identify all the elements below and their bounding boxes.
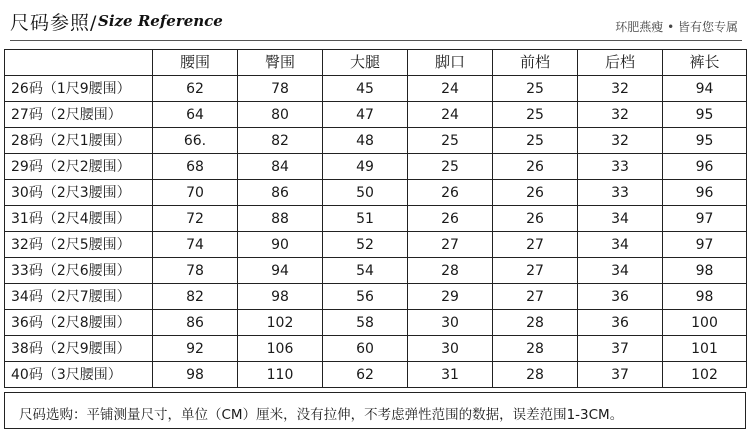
measurement-cell: 52	[323, 232, 408, 258]
measurement-cell: 106	[238, 336, 323, 362]
size-label-cell: 40码（3尺腰围）	[5, 362, 153, 388]
measurement-cell: 102	[238, 310, 323, 336]
measurement-cell: 33	[578, 154, 663, 180]
measurement-cell: 36	[578, 310, 663, 336]
measurement-cell: 84	[238, 154, 323, 180]
measurement-cell: 98	[663, 284, 747, 310]
measurement-cell: 74	[153, 232, 238, 258]
brand-slogan: 环肥燕瘦 • 皆有您专属	[615, 20, 738, 34]
measurement-cell: 90	[238, 232, 323, 258]
size-label-cell: 34码（2尺7腰围）	[5, 284, 153, 310]
measurement-cell: 98	[153, 362, 238, 388]
measurement-cell: 26	[408, 180, 493, 206]
measurement-cell: 66.	[153, 128, 238, 154]
title-chinese: 尺码参照/	[10, 12, 98, 34]
measurement-cell: 88	[238, 206, 323, 232]
measurement-cell: 64	[153, 102, 238, 128]
measurement-cell: 24	[408, 102, 493, 128]
measurement-cell: 47	[323, 102, 408, 128]
table-row	[5, 128, 747, 154]
measurement-cell: 25	[408, 128, 493, 154]
table-row	[5, 102, 747, 128]
size-label-cell: 32码（2尺5腰围）	[5, 232, 153, 258]
size-label-cell: 28码（2尺1腰围）	[5, 128, 153, 154]
measurement-cell: 30	[408, 336, 493, 362]
measurement-cell: 94	[663, 76, 747, 102]
measurement-cell: 94	[238, 258, 323, 284]
column-header: 大腿	[323, 50, 408, 76]
measurement-cell: 82	[153, 284, 238, 310]
footer-note: 尺码选购：平铺测量尺寸，单位（CM）厘米，没有拉伸，不考虑弹性范围的数据，误差范围1-3CM。	[19, 407, 624, 423]
size-label-cell: 31码（2尺4腰围）	[5, 206, 153, 232]
measurement-cell: 37	[578, 336, 663, 362]
measurement-cell: 62	[153, 76, 238, 102]
column-header: 脚口	[408, 50, 493, 76]
table-row	[5, 154, 747, 180]
measurement-cell: 27	[493, 284, 578, 310]
measurement-cell: 27	[493, 232, 578, 258]
measurement-cell: 25	[493, 128, 578, 154]
measurement-cell: 28	[493, 310, 578, 336]
size-label-cell: 33码（2尺6腰围）	[5, 258, 153, 284]
measurement-cell: 34	[578, 206, 663, 232]
measurement-cell: 26	[493, 206, 578, 232]
column-header: 裤长	[663, 50, 747, 76]
table-row	[5, 362, 747, 388]
measurement-cell: 92	[153, 336, 238, 362]
measurement-cell: 25	[493, 76, 578, 102]
measurement-cell: 102	[663, 362, 747, 388]
measurement-cell: 72	[153, 206, 238, 232]
measurement-cell: 25	[493, 102, 578, 128]
measurement-cell: 78	[238, 76, 323, 102]
measurement-cell: 58	[323, 310, 408, 336]
measurement-cell: 36	[578, 284, 663, 310]
measurement-cell: 30	[408, 310, 493, 336]
table-row	[5, 336, 747, 362]
measurement-cell: 95	[663, 102, 747, 128]
measurement-cell: 54	[323, 258, 408, 284]
measurement-cell: 86	[153, 310, 238, 336]
measurement-cell: 33	[578, 180, 663, 206]
table-header-row	[5, 50, 747, 76]
measurement-cell: 68	[153, 154, 238, 180]
measurement-cell: 101	[663, 336, 747, 362]
column-header: 臀围	[238, 50, 323, 76]
column-header: 腰围	[153, 50, 238, 76]
size-table	[4, 49, 747, 388]
measurement-cell: 26	[493, 180, 578, 206]
measurement-cell: 32	[578, 76, 663, 102]
measurement-cell: 37	[578, 362, 663, 388]
size-label-cell: 30码（2尺3腰围）	[5, 180, 153, 206]
measurement-cell: 34	[578, 232, 663, 258]
measurement-cell: 26	[408, 206, 493, 232]
measurement-cell: 51	[323, 206, 408, 232]
footer-note-box	[4, 392, 746, 429]
measurement-cell: 28	[408, 258, 493, 284]
column-header	[5, 50, 153, 76]
measurement-cell: 25	[408, 154, 493, 180]
column-header: 后档	[578, 50, 663, 76]
measurement-cell: 96	[663, 154, 747, 180]
header	[0, 0, 750, 44]
measurement-cell: 80	[238, 102, 323, 128]
table-row	[5, 76, 747, 102]
size-label-cell: 38码（2尺9腰围）	[5, 336, 153, 362]
measurement-cell: 24	[408, 76, 493, 102]
measurement-cell: 98	[663, 258, 747, 284]
measurement-cell: 110	[238, 362, 323, 388]
measurement-cell: 62	[323, 362, 408, 388]
measurement-cell: 100	[663, 310, 747, 336]
measurement-cell: 45	[323, 76, 408, 102]
size-label-cell: 36码（2尺8腰围）	[5, 310, 153, 336]
table-row	[5, 232, 747, 258]
measurement-cell: 28	[493, 362, 578, 388]
measurement-cell: 27	[408, 232, 493, 258]
size-label-cell: 26码（1尺9腰围）	[5, 76, 153, 102]
measurement-cell: 32	[578, 128, 663, 154]
table-row	[5, 206, 747, 232]
measurement-cell: 26	[493, 154, 578, 180]
measurement-cell: 50	[323, 180, 408, 206]
measurement-cell: 60	[323, 336, 408, 362]
size-label-cell: 29码（2尺2腰围）	[5, 154, 153, 180]
table-row	[5, 180, 747, 206]
measurement-cell: 28	[493, 336, 578, 362]
title-english: Size Reference	[98, 12, 223, 30]
measurement-cell: 98	[238, 284, 323, 310]
size-label-cell: 27码（2尺腰围）	[5, 102, 153, 128]
header-divider	[10, 40, 742, 41]
measurement-cell: 78	[153, 258, 238, 284]
measurement-cell: 95	[663, 128, 747, 154]
measurement-cell: 34	[578, 258, 663, 284]
measurement-cell: 97	[663, 206, 747, 232]
measurement-cell: 48	[323, 128, 408, 154]
measurement-cell: 56	[323, 284, 408, 310]
measurement-cell: 86	[238, 180, 323, 206]
table-row	[5, 258, 747, 284]
measurement-cell: 27	[493, 258, 578, 284]
measurement-cell: 32	[578, 102, 663, 128]
measurement-cell: 97	[663, 232, 747, 258]
table-row	[5, 284, 747, 310]
measurement-cell: 49	[323, 154, 408, 180]
measurement-cell: 96	[663, 180, 747, 206]
measurement-cell: 31	[408, 362, 493, 388]
measurement-cell: 29	[408, 284, 493, 310]
table-body	[5, 76, 747, 388]
table-row	[5, 310, 747, 336]
measurement-cell: 82	[238, 128, 323, 154]
measurement-cell: 70	[153, 180, 238, 206]
column-header: 前档	[493, 50, 578, 76]
